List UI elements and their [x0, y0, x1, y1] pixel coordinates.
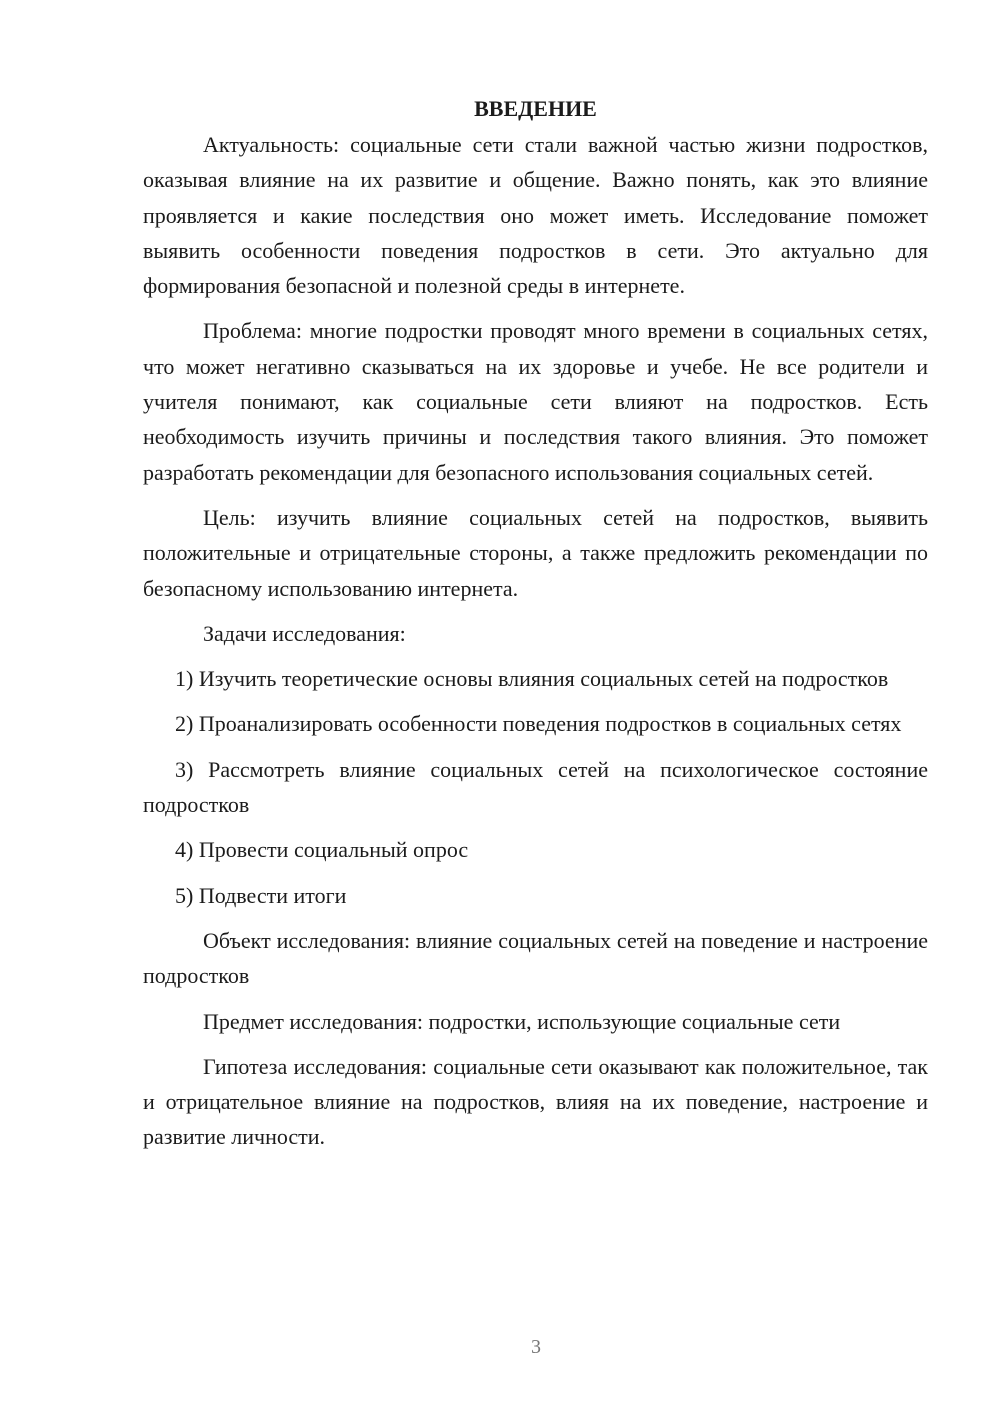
page-content — [143, 91, 928, 1165]
task-item-1: 1) Изучить теоретические основы влияния социальных сетей на подростков — [175, 666, 889, 692]
task-item-4: 4) Провести социальный опрос — [175, 837, 469, 863]
object-paragraph: Объект исследования: влияние социальных сетей на поведение и настроение подростков — [143, 927, 928, 989]
task-item-5: 5) Подвести итоги — [175, 882, 347, 908]
page-number: 3 — [531, 1336, 541, 1358]
hypothesis-paragraph: Гипотеза исследования: социальные сети оказывают как положительное, так и отрицательное влияние на подростков, влияя на их поведение, настроение и развитие личности. — [143, 1053, 928, 1150]
problem-paragraph: Проблема: многие подростки проводят много времени в социальных сетях, что может негативно сказываться на их здоровье и учебе. Не все родители и учителя понимают, как социальные сети влияют на подростков. Есть необходимость изучить причины и последствия такого влияния. Это поможет разработать рекомендации для безопасного использования социальных сетей. — [143, 318, 928, 485]
section-heading: ВВЕДЕНИЕ — [474, 96, 597, 121]
goal-paragraph: Цель: изучить влияние социальных сетей на подростков, выявить положительные и отрицательные стороны, а также предложить рекомендации по безопасному использованию интернета. — [143, 504, 928, 601]
task-item-2: 2) Проанализировать особенности поведения подростков в социальных сетях — [175, 711, 902, 737]
subject-paragraph: Предмет исследования: подростки, использующие социальные сети — [203, 1008, 841, 1034]
relevance-paragraph: Актуальность: социальные сети стали важной частью жизни подростков, оказывая влияние на их развитие и общение. Важно понять, как это влияние проявляется и какие последствия оно может иметь. Исследование поможет выявить особенности поведения подростков в сети. Это актуально для формирования безопасной и полезной среды в интернете. — [143, 132, 928, 299]
tasks-heading: Задачи исследования: — [203, 620, 406, 646]
task-item-3: 3) Рассмотреть влияние социальных сетей на психологическое состояние подростков — [143, 756, 928, 818]
